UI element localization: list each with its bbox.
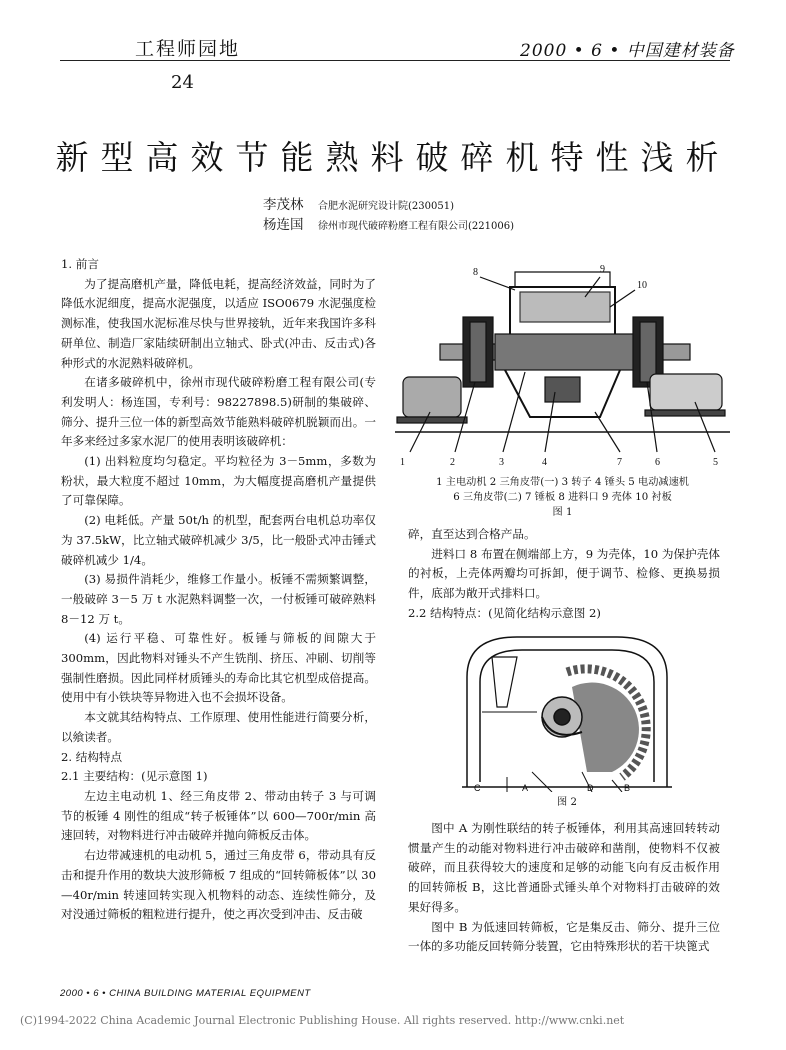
left-column (61, 255, 376, 925)
paragraph: (4) 运行平稳、可靠性好。板锤与筛板的间隙大于 300mm，因此物料对锤头不产生铣削、挤压、冲刷、切削等强制性磨损。因此同样材质锤头的寿命比其它机型成倍提高。使用中有小铁块等异物进入也不会损坏设备。 (61, 631, 376, 705)
figure-2 (462, 632, 672, 792)
section-heading: 2. 结构特点 (61, 749, 123, 764)
fig1-label: 10 (637, 280, 647, 291)
fig2-label: C (474, 783, 481, 792)
subsection-heading: 2.1 主要结构：(见示意图 1) (61, 769, 208, 784)
header-rule (60, 60, 730, 61)
right-column-upper (408, 525, 720, 624)
paragraph: 为了提高磨机产量，降低电耗，提高经济效益，同时为了降低水泥细度，提高水泥强度，以适应 ISO0679 水泥强度检测标准，使我国水泥标准尽快与世界接轨，近年来我国许多科研单位、制造厂家陆续研制出立轴式、卧式(冲击、反击式)各种形式的水泥熟料破碎机。 (61, 276, 376, 370)
fig2-label: B (624, 783, 631, 792)
fig1-label: 2 (450, 457, 455, 468)
fig1-label: 3 (499, 457, 504, 468)
figure-1-legend-line-1: 1 主电动机 2 三角皮带(一) 3 转子 4 锤头 5 电动减速机 (436, 477, 689, 488)
paragraph: (3) 易损件消耗少，维修工作量小。板锤不需频繁调整，一般破碎 3－5 万 t 水泥熟料调整一次，一付板锤可破碎熟料 8－12 万 t。 (61, 572, 376, 626)
paragraph: 图中 A 为刚性联结的转子板锤体，利用其高速回转转动惯量产生的动能对物料进行冲击破碎和凿削，使物料不仅被破碎，而且获得较大的速度和足够的动能飞向有反击板作用的回转筛板 B，这比普通卧式锤头单个对物料打击破碎的效果好得多。 (408, 821, 720, 914)
fig1-label: 9 (600, 264, 605, 275)
author-affiliation: 徐州市现代破碎粉磨工程有限公司(221006) (318, 221, 514, 232)
paragraph: (1) 出料粒度均匀稳定。平均粒径为 3－5mm，多数为粉状，最大粒度不超过 10mm，为大幅度提高磨机产量提供了可靠保障。 (61, 454, 376, 508)
fig1-label: 7 (617, 457, 622, 468)
fig1-label: 1 (400, 457, 405, 468)
paragraph: (2) 电耗低。产量 50t/h 的机型，配套两台电机总功率仅为 37.5kW，比立轴式破碎机减少 3/5，比一般卧式冲击锤式破碎机减少 1/4。 (61, 513, 376, 567)
right-column-lower (408, 819, 720, 957)
simplified-structure-drawing (462, 632, 672, 792)
crusher-assembly-drawing (395, 262, 730, 474)
fig2-label: A (522, 783, 529, 792)
paragraph: 左边主电动机 1、经三角皮带 2、带动由转子 3 与可调节的板锤 4 刚性的组成“转子板锤体”以 600—700r/min 高速回转，对物料进行冲击破碎并抛向筛板反击体。 (61, 788, 376, 843)
subsection-heading: 2.2 结构特点：(见简化结构示意图 2) (408, 605, 601, 620)
fig1-label: 5 (713, 457, 718, 468)
paragraph: 碎，直至达到合格产品。 (408, 527, 536, 541)
running-footer: 2000 • 6 • CHINA BUILDING MATERIAL EQUIPMENT (60, 988, 311, 999)
paragraph: 在诸多破碎机中，徐州市现代破碎粉磨工程有限公司(专利发明人：杨连国，专利号：98227898.5)研制的集破碎、筛分、提升三位一体的新型高效节能熟料破碎机脱颖而出。一年多来经过多家水泥厂的使用表明该破碎机： (61, 375, 376, 449)
figure-1-legend-line-2: 6 三角皮带(二) 7 锤板 8 进料口 9 壳体 10 衬板 (453, 492, 672, 503)
article-title: 新型高效节能熟料破碎机特性浅析 (55, 138, 731, 177)
fig2-label: D (587, 783, 594, 792)
paragraph: 进料口 8 布置在侧端部上方，9 为壳体，10 为保护壳体的衬板，上壳体两瓣均可拆卸，便于调节、检修、更换易损件，底部为敞开式排料口。 (408, 546, 720, 601)
running-header-left: 工程师园地 (135, 38, 241, 60)
paragraph: 右边带减速机的电动机 5，通过三角皮带 6，带动具有反击和提升作用的数块大波形筛板 7 组成的“回转筛板体”以 30—40r/min 转速回转实现入机物料的动态、连续性筛分，及对没通过筛板的粗粒进行提升，使之再次受到冲击、反击破 (61, 848, 376, 922)
author-name: 李茂林 (263, 197, 304, 213)
figure-2-caption: 图 2 (557, 797, 577, 808)
paragraph: 本文就其结构特点、工作原理、使用性能进行简要分析，以飨读者。 (61, 710, 376, 744)
figure-1-caption: 图 1 (552, 507, 573, 518)
author-affiliation: 合肥水泥研究设计院(230051) (318, 201, 454, 212)
fig1-label: 4 (542, 457, 547, 468)
fig1-label: 6 (655, 457, 660, 468)
figure-1 (395, 262, 730, 474)
copyright-notice: (C)1994-2022 China Academic Journal Electronic Publishing House. All rights reserved. http://www.cnki.net (20, 1014, 625, 1027)
page-number: 24 (171, 72, 194, 93)
paragraph: 图中 B 为低速回转筛板，它是集反击、筛分、提升三位一体的多功能反回转筛分装置，它由特殊形状的若干块篦式 (408, 919, 720, 954)
running-header-right: 2000 • 6 • 中国建材装备 (520, 41, 735, 61)
fig1-label: 8 (473, 267, 478, 278)
section-heading: 1. 前言 (61, 257, 99, 271)
author-name: 杨连国 (263, 217, 304, 233)
